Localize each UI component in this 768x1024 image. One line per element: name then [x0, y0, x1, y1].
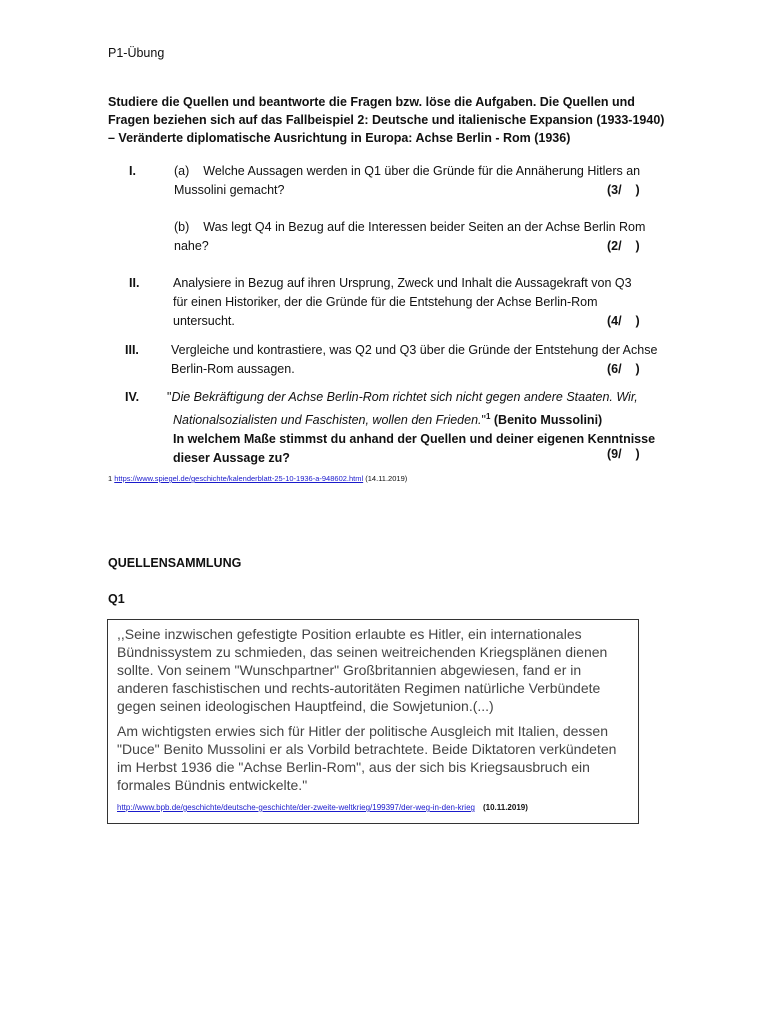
question-2-text: [173, 274, 643, 331]
footnote-reference[interactable]: 1: [485, 412, 491, 421]
question-text-line: In welchem Maße stimmst du anhand der Quellen und deiner eigenen Kenntnisse: [173, 432, 656, 447]
quote-attribution: (Benito Mussolini): [490, 413, 603, 428]
question-3: [125, 341, 670, 381]
source-paragraph: Am wichtigsten erwies sich für Hitler der politische Ausgleich mit Italien, dessen "Duce" Benito Mussolini er als Vorbild betrachtete. Beide Diktatoren verkündeten im Herbst 1936 die "Achse Berlin-Rom", aus der sich bis Kriegsausbruch ein formales Bündnis entwickelte.": [117, 723, 617, 793]
points-field: (6/ ): [607, 362, 640, 376]
question-text-line: Mussolini gemacht?: [174, 183, 285, 197]
footnote-link[interactable]: https://www.spiegel.de/geschichte/kalenderblatt-25-10-1936-a-948602.html: [114, 474, 364, 483]
subquestion-label: (a): [174, 164, 190, 178]
quote-text-line: Nationalsozialisten und Faschisten, wollen den Frieden.: [173, 413, 482, 428]
question-text-line: dieser Aussage zu?: [173, 451, 290, 466]
question-text-line: nahe?: [174, 239, 209, 253]
quote-mark: ": [167, 390, 172, 404]
question-number: I.: [129, 164, 136, 178]
source-citation: [117, 803, 528, 812]
footnote-date: (14.11.2019): [365, 474, 408, 483]
question-1b: [174, 218, 654, 256]
footnote-number: 1: [108, 474, 113, 483]
question-text-line: Was legt Q4 in Bezug auf die Interessen beider Seiten an der Achse Berlin Rom: [203, 220, 646, 234]
points-field: (3/ ): [607, 183, 640, 197]
page-title: P1-Übung: [108, 46, 165, 60]
points-field: (4/ ): [607, 314, 640, 328]
source-link[interactable]: http://www.bpb.de/geschichte/deutsche-geschichte/der-zweite-weltkrieg/199397/der-weg-in-den-krieg: [117, 803, 475, 812]
question-text-line: Berlin-Rom aussagen.: [171, 362, 295, 376]
question-text-line: Analysiere in Bezug auf ihren Ursprung, Zweck und Inhalt die Aussagekraft von Q3: [173, 276, 632, 290]
intro-text: Studiere die Quellen und beantworte die Fragen bzw. löse die Aufgaben. Die Quellen und Fragen beziehen sich auf das Fallbeispiel 2: Deutsche und italienische Expansion (1933-1940) – Veränderte diplomatische Ausrichtung in Europa: Achse Berlin - Rom (1936): [108, 95, 665, 145]
question-number: III.: [125, 343, 139, 357]
quote-mark: ": [481, 413, 486, 428]
points-field: (9/ ): [607, 447, 640, 461]
points-field: (2/ ): [607, 239, 640, 253]
footnote: [108, 474, 407, 483]
source-paragraph: ,,Seine inzwischen gefestigte Position erlaubte es Hitler, ein internationales Bündnissystem zu schmieden, das seinen weitreichenden Kriegsplänen dienen sollte. Von seinem "Wunschpartner" Großbritannien abgewiesen, fand er in anderen faschistischen und rechts-autoritäten Regimen natürliche Verbündete gegen seinen ideologischen Hauptfeind, die Sowjetunion.(...): [117, 626, 608, 714]
question-text-line: Vergleiche und kontrastiere, was Q2 und Q3 über die Gründe der Entstehung der Achse: [171, 343, 658, 357]
subquestion-label: (b): [174, 220, 190, 234]
question-number: II.: [129, 276, 140, 290]
question-4-text: [167, 388, 667, 468]
section-title: QUELLENSAMMLUNG: [108, 556, 242, 570]
question-1: [129, 162, 669, 262]
question-1a: [174, 162, 654, 200]
question-3-text: [171, 341, 671, 379]
question-text-line: untersucht.: [173, 314, 235, 328]
question-text-line: Welche Aussagen werden in Q1 über die Gründe für die Annäherung Hitlers an: [203, 164, 641, 178]
source-label: Q1: [108, 592, 125, 606]
quote-text-line: Die Bekräftigung der Achse Berlin-Rom richtet sich nicht gegen andere Staaten. Wir,: [171, 390, 638, 404]
question-2: [129, 274, 669, 334]
source-date: (10.11.2019): [482, 803, 528, 812]
source-box: [107, 619, 639, 824]
question-number: IV.: [125, 390, 140, 404]
question-text-line: für einen Historiker, der die Gründe für die Entstehung der Achse Berlin-Rom: [173, 295, 598, 309]
question-4: [125, 388, 670, 468]
